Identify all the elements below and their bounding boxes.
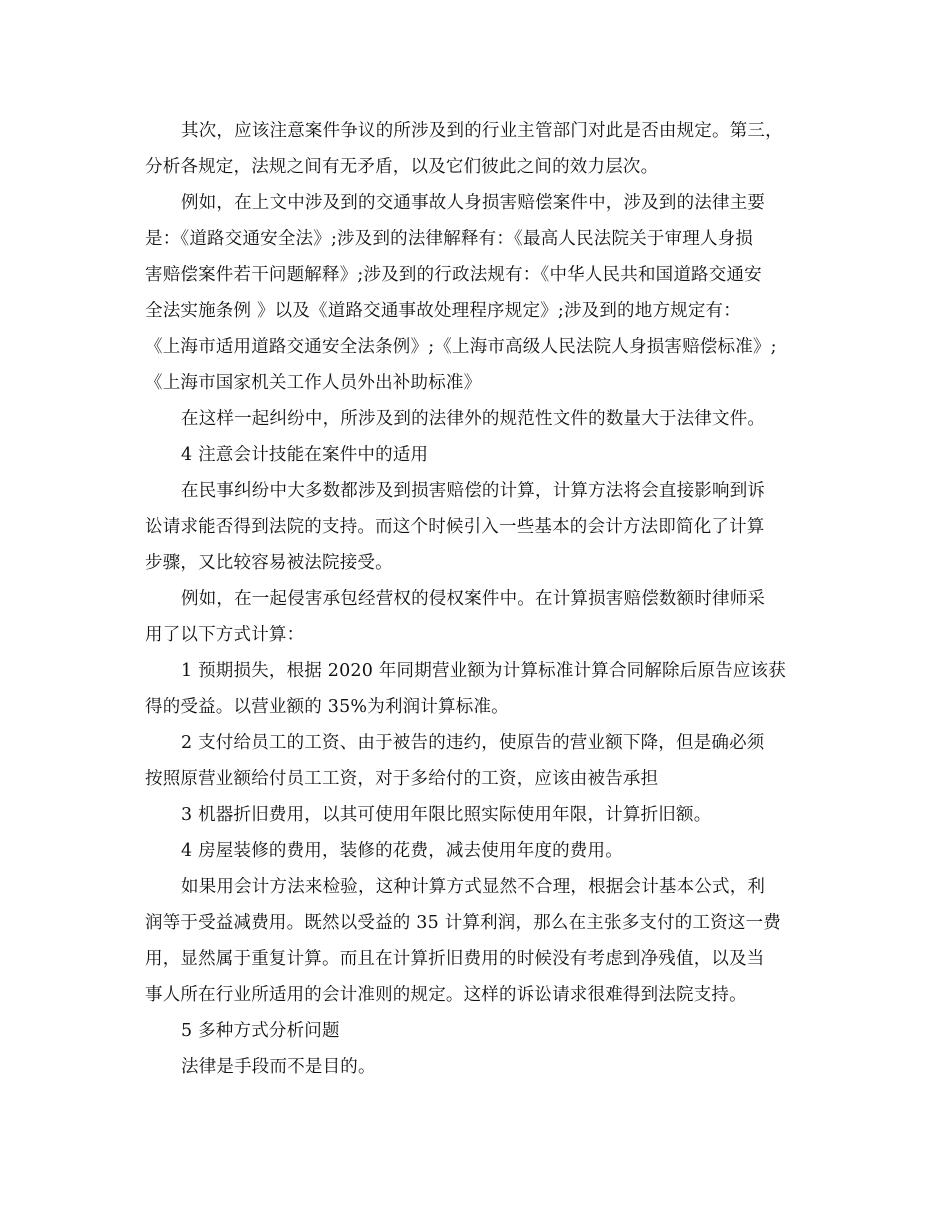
text-line: 其次，应该注意案件争议的所涉及到的行业主管部门对此是否由规定。第三， — [181, 121, 783, 141]
text-line: 润等于受益减费用。既然以受益的 35 计算利润，那么在主张多支付的工资这一费 — [145, 913, 781, 933]
section-heading: 5 多种方式分析问题 — [181, 1021, 340, 1041]
text-line: 例如，在上文中涉及到的交通事故人身损害赔偿案件中，涉及到的法律主要 — [181, 193, 766, 213]
text-line: 全法实施条例 》以及《道路交通事故处理程序规定》;涉及到的地方规定有： — [145, 301, 741, 321]
text-line: 得的受益。以营业额的 35%为利润计算标准。 — [145, 697, 509, 717]
text-line: 在这样一起纠纷中，所涉及到的法律外的规范性文件的数量大于法律文件。 — [181, 409, 766, 429]
text-line: 用了以下方式计算： — [145, 625, 305, 645]
list-item: 1 预期损失，根据 2020 年同期营业额为计算标准计算合同解除后原告应该获 — [181, 661, 786, 681]
section-heading: 4 注意会计技能在案件中的适用 — [181, 445, 429, 465]
text-line: 按照原营业额给付员工工资，对于多给付的工资，应该由被告承担 — [145, 769, 659, 789]
list-item: 2 支付给员工的工资、由于被告的违约，使原告的营业额下降，但是确必须 — [181, 733, 765, 753]
text-line: 讼请求能否得到法院的支持。而这个时候引入一些基本的会计方法即简化了计算 — [145, 517, 765, 537]
list-item: 3 机器折旧费用，以其可使用年限比照实际使用年限，计算折旧额。 — [181, 805, 712, 825]
text-line: 步骤，又比较容易被法院接受。 — [145, 553, 393, 573]
list-item: 4 房屋装修的费用，装修的花费，减去使用年度的费用。 — [181, 841, 623, 861]
text-line: 在民事纠纷中大多数都涉及到损害赔偿的计算，计算方法将会直接影响到诉 — [181, 481, 766, 501]
document-page — [145, 113, 805, 1085]
text-line: 是：《道路交通安全法》;涉及到的法律解释有：《最高人民法院关于审理人身损 — [145, 229, 754, 249]
text-line: 《上海市国家机关工作人员外出补助标准》 — [145, 373, 482, 393]
text-line: 害赔偿案件若干问题解释》;涉及到的行政法规有：《中华人民共和国道路交通安 — [145, 265, 762, 285]
text-line: 法律是手段而不是目的。 — [181, 1057, 376, 1077]
text-line: 例如，在一起侵害承包经营权的侵权案件中。在计算损害赔偿数额时律师采 — [181, 589, 766, 609]
text-line: 《上海市适用道路交通安全法条例》;《上海市高级人民法院人身损害赔偿标准》; — [145, 337, 777, 357]
text-line: 如果用会计方法来检验，这种计算方式显然不合理，根据会计基本公式，利 — [181, 877, 766, 897]
text-line: 事人所在行业所适用的会计准则的规定。这样的诉讼请求很难得到法院支持。 — [145, 985, 747, 1005]
text-line: 分析各规定，法规之间有无矛盾，以及它们彼此之间的效力层次。 — [145, 157, 659, 177]
text-line: 用，显然属于重复计算。而且在计算折旧费用的时候没有考虑到净残值，以及当 — [145, 949, 765, 969]
